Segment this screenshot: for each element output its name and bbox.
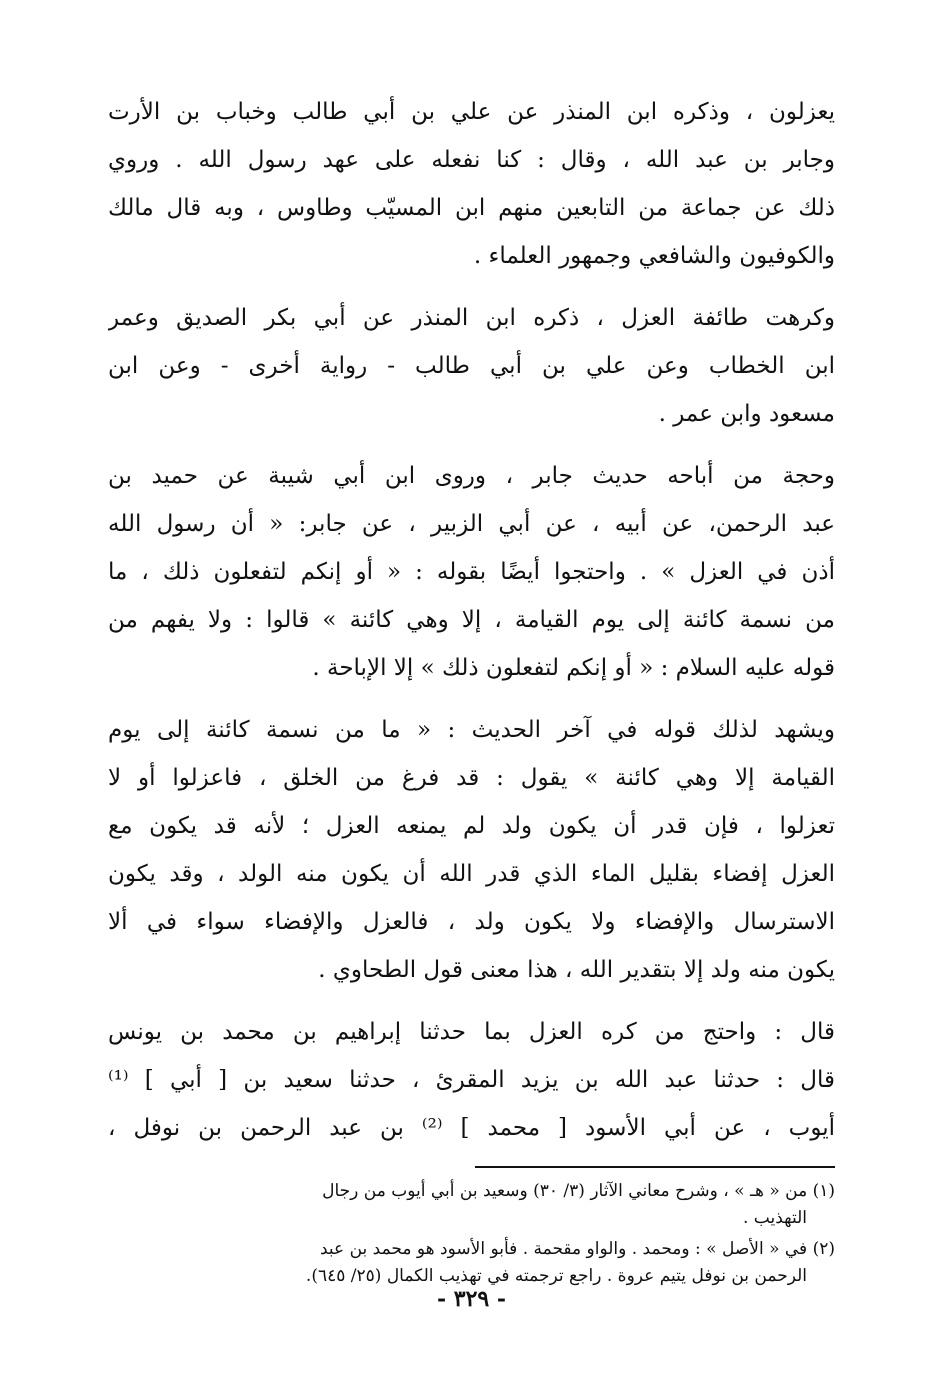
footnote-line: (١) من « هـ » ، وشرح معاني الآثار (٣/ ٣٠) وسعيد بن أبي أيوب من رجال: [322, 1181, 835, 1201]
text-line: ذلك عن جماعة من التابعين منهم ابن المسيّب وطاوس ، وبه قال مالك: [108, 195, 835, 221]
text-line: يعزلون ، وذكره ابن المنذر عن علي بن أبي طالب وخباب بن الأرت: [108, 99, 835, 125]
footnote-2: [108, 1236, 835, 1290]
body-text: [108, 88, 835, 1152]
footnote-line: (٢) في « الأصل » : ومحمد . والواو مقحمة . فأبو الأسود هو محمد بن عبد: [319, 1239, 835, 1259]
text-line: قوله عليه السلام : « أو إنكم لتفعلون ذلك » إلا الإباحة .: [312, 655, 835, 681]
text-line: تعزلوا ، فإن قدر أن يكون ولد لم يمنعه العزل ؛ لأنه قد يكون مع: [108, 813, 835, 839]
text-line: قال : حدثنا عبد الله بن يزيد المقرئ ، حدثنا سعيد بن [ أبي ] ⁽¹⁾: [108, 1067, 835, 1093]
paragraph-3: [108, 452, 835, 692]
text-line: قال : واحتج من كره العزل بما حدثنا إبراهيم بن محمد بن يونس: [108, 1019, 835, 1045]
text-line: عبد الرحمن، عن أبيه ، عن أبي الزبير ، عن جابر: « أن رسول الله: [108, 511, 835, 537]
text-line: وجابر بن عبد الله ، وقال : كنا نفعله على عهد رسول الله . وروي: [108, 147, 835, 173]
text-line: الاسترسال والإفضاء ولا يكون ولد ، فالعزل والإفضاء سواء في ألا: [108, 909, 835, 935]
footnote-divider: [475, 1166, 835, 1168]
text-line: أذن في العزل » . واحتجوا أيضًا بقوله : « أو إنكم لتفعلون ذلك ، ما: [108, 559, 835, 585]
text-line: ابن الخطاب وعن علي بن أبي طالب - رواية أخرى - وعن ابن: [108, 353, 835, 379]
text-line: يكون منه ولد إلا بتقدير الله ، هذا معنى قول الطحاوي .: [318, 957, 835, 983]
text-line: القيامة إلا وهي كائنة » يقول : قد فرغ من الخلق ، فاعزلوا أو لا: [108, 765, 835, 791]
paragraph-4: [108, 706, 835, 994]
text-line: وكرهت طائفة العزل ، ذكره ابن المنذر عن أبي بكر الصديق وعمر: [108, 305, 835, 331]
paragraph-5: [108, 1008, 835, 1152]
text-line: أيوب ، عن أبي الأسود [ محمد ] ⁽²⁾ بن عبد الرحمن بن نوفل ،: [108, 1115, 835, 1141]
page-number: - ٣٢٩ -: [436, 1286, 507, 1312]
paragraph-1: [108, 88, 835, 280]
text-line: ويشهد لذلك قوله في آخر الحديث : « ما من نسمة كائنة إلى يوم: [108, 717, 835, 743]
text-line: مسعود وابن عمر .: [658, 401, 835, 427]
paragraph-2: [108, 294, 835, 438]
footnote-1: [108, 1178, 835, 1232]
text-line: العزل إفضاء بقليل الماء الذي قدر الله أن يكون منه الولد ، وقد يكون: [108, 861, 835, 887]
footnotes: [108, 1178, 835, 1290]
text-line: من نسمة كائنة إلى يوم القيامة ، إلا وهي كائنة » قالوا : ولا يفهم من: [108, 607, 835, 633]
text-line: وحجة من أباحه حديث جابر ، وروى ابن أبي شيبة عن حميد بن: [108, 463, 835, 489]
text-line: والكوفيون والشافعي وجمهور العلماء .: [473, 243, 835, 269]
footnote-line: التهذيب .: [742, 1208, 807, 1228]
footnote-line: الرحمن بن نوفل يتيم عروة . راجع ترجمته في تهذيب الكمال (٢٥/ ٦٤٥).: [305, 1266, 807, 1286]
